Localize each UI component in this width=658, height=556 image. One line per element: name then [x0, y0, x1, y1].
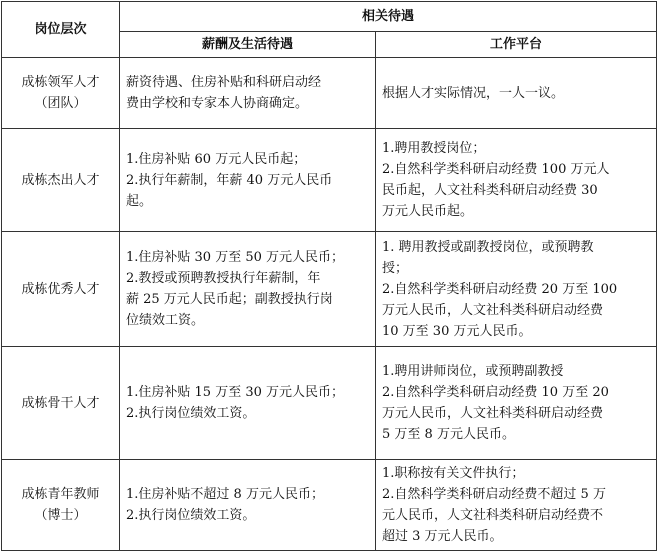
- platform-cell: [376, 347, 657, 460]
- platform-line: 万元人民币起。: [382, 204, 474, 219]
- category-cell: [2, 58, 120, 129]
- salary-line: 薪 25 万元人民币起；副教授执行岗: [126, 292, 333, 307]
- salary-line: 1.住房补贴 30 万至 50 万元人民币；: [126, 250, 345, 265]
- category-cell: [2, 232, 120, 347]
- platform-line: 1.聘用讲师岗位，或预聘副教授: [382, 364, 564, 379]
- header-salary-life: 薪酬及生活待遇: [120, 32, 376, 58]
- salary-cell: [120, 232, 376, 347]
- platform-line: 万元人民币，人文社科类科研启动经费: [382, 406, 604, 421]
- salary-cell: [120, 347, 376, 460]
- salary-line: 位绩效工资。: [126, 313, 205, 328]
- salary-cell: [120, 129, 376, 232]
- platform-line: 5 万至 8 万元人民币。: [382, 427, 515, 442]
- category-line: 成栋杰出人才: [21, 172, 100, 188]
- salary-line: 2.教授或预聘教授执行年薪制，年: [126, 271, 321, 286]
- table-row: [2, 232, 657, 347]
- category-line: 成栋骨干人才: [21, 395, 100, 411]
- salary-line: 薪资待遇、住房补贴和科研启动经: [126, 75, 322, 90]
- platform-line: 根据人才实际情况，一人一议。: [382, 85, 565, 101]
- platform-line: 民币起，人文社科类科研启动经费 30: [382, 183, 598, 198]
- salary-cell: [120, 460, 376, 551]
- header-work-platform: 工作平台: [376, 32, 657, 58]
- category-line: （博士）: [34, 508, 87, 523]
- platform-cell: [376, 460, 657, 551]
- table-row: [2, 347, 657, 460]
- platform-cell: [376, 58, 657, 129]
- category-cell: [2, 460, 120, 551]
- header-related-benefits: 相关待遇: [120, 2, 657, 32]
- table-row: [2, 129, 657, 232]
- table-body: [2, 58, 657, 551]
- table-row: [2, 58, 657, 129]
- platform-line: 1.聘用教授岗位；: [382, 141, 486, 156]
- platform-line: 1.职称按有关文件执行；: [382, 466, 525, 481]
- salary-line: 2.执行年薪制，年薪 40 万元人民币: [126, 172, 333, 188]
- header-position-level: 岗位层次: [2, 2, 120, 58]
- category-line: （团队）: [34, 96, 87, 111]
- platform-line: 授；: [382, 260, 409, 276]
- category-cell: [2, 129, 120, 232]
- category-line: 成栋领军人才: [21, 75, 100, 90]
- category-line: 成栋青年教师: [21, 487, 100, 502]
- benefits-table: [1, 1, 657, 551]
- platform-cell: [376, 232, 657, 347]
- platform-line: 2.自然科学类科研启动经费 100 万元人: [382, 162, 610, 177]
- platform-line: 2.自然科学类科研启动经费不超过 5 万: [382, 487, 606, 502]
- salary-line: 2.执行岗位绩效工资。: [126, 508, 256, 523]
- platform-line: 10 万至 30 万元人民币。: [382, 323, 532, 339]
- category-line: 成栋优秀人才: [21, 281, 100, 297]
- platform-line: 1. 聘用教授或副教授岗位，或预聘教: [382, 239, 594, 255]
- platform-line: 万元人民币，人文社科类科研启动经费: [382, 302, 604, 318]
- salary-line: 1.住房补贴 60 万元人民币起；: [126, 151, 307, 167]
- salary-line: 起。: [126, 193, 153, 209]
- platform-line: 2.自然科学类科研启动经费 20 万至 100: [382, 281, 618, 297]
- salary-line: 2.执行岗位绩效工资。: [126, 406, 256, 421]
- salary-line: 费由学校和专家本人协商确定。: [126, 96, 309, 111]
- table-row: [2, 460, 657, 551]
- platform-line: 超过 3 万元人民币。: [382, 529, 503, 544]
- platform-cell: [376, 129, 657, 232]
- category-cell: [2, 347, 120, 460]
- platform-line: 2.自然科学类科研启动经费 10 万至 20: [382, 385, 609, 400]
- salary-cell: [120, 58, 376, 129]
- platform-line: 元人民币，人文社科类科研启动经费不: [382, 508, 604, 523]
- salary-line: 1.住房补贴不超过 8 万元人民币；: [126, 487, 324, 502]
- salary-line: 1.住房补贴 15 万至 30 万元人民币；: [126, 385, 345, 400]
